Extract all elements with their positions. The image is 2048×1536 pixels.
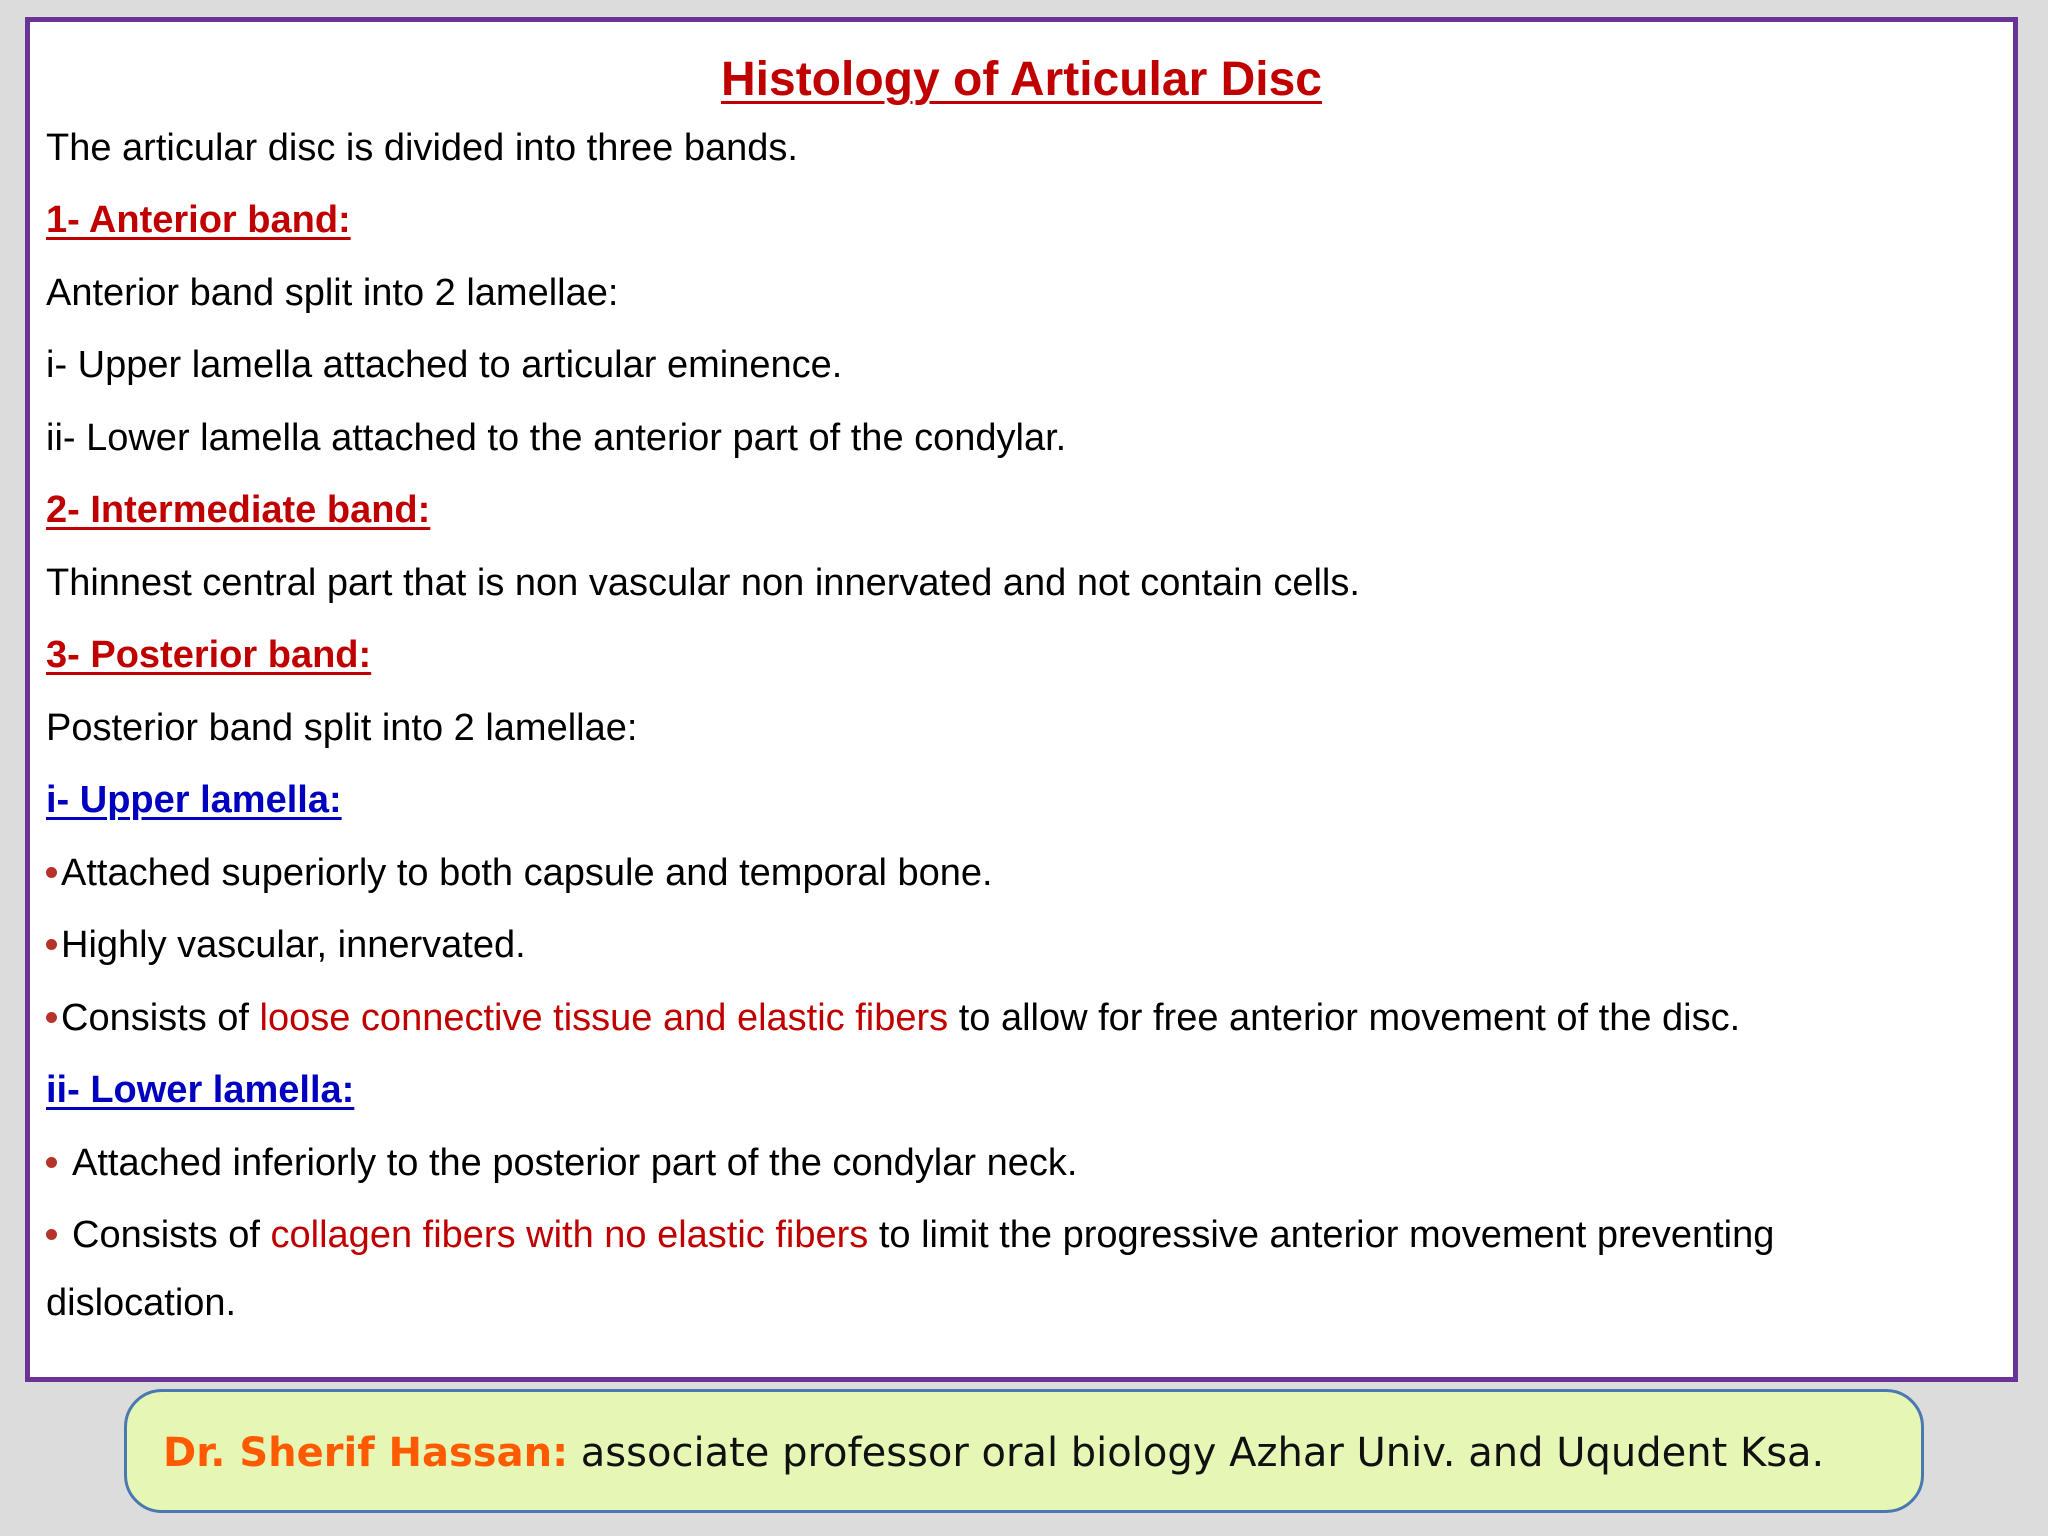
posterior-band-description: Posterior band split into 2 lamellae:: [46, 707, 638, 749]
slide-content-frame: [25, 17, 2018, 1382]
bullet-dot-icon: [46, 1157, 57, 1168]
bullet-dot-icon: [46, 1229, 57, 1240]
upper-lamella-bullet: [46, 997, 1740, 1040]
anterior-band-description: Anterior band split into 2 lamellae:: [46, 272, 619, 314]
posterior-band-heading-line: [46, 634, 371, 677]
lower-lamella-bullet-continuation: dislocation.: [46, 1282, 237, 1324]
slide-title: Histology of Articular Disc: [721, 53, 1322, 106]
upper-lamella-bullet: [46, 924, 526, 967]
bullet-dot-icon: [46, 939, 57, 950]
anterior-upper-lamella-item: i- Upper lamella attached to articular eminence.: [46, 344, 843, 386]
posterior-band-heading: 3- Posterior band:: [46, 634, 372, 676]
intermediate-band-heading-line: [46, 489, 430, 532]
intro-text: The articular disc is divided into three bands.: [46, 127, 798, 169]
bullet-text-suffix: to limit the progressive anterior movement preventing: [868, 1214, 1775, 1256]
intermediate-band-heading: 2- Intermediate band:: [46, 489, 431, 531]
upper-lamella-bullet-text: Highly vascular, innervated.: [61, 924, 526, 966]
anterior-lower-lamella-item: ii- Lower lamella attached to the anterior part of the condylar.: [46, 417, 1067, 459]
bullet-dot-icon: [46, 1012, 57, 1023]
highlighted-term: collagen fibers with no elastic fibers: [270, 1214, 869, 1256]
bullet-dot-icon: [46, 867, 57, 878]
lower-lamella-bullet-text: Attached inferiorly to the posterior part of the condylar neck.: [72, 1142, 1078, 1184]
upper-lamella-bullet-text: Attached superiorly to both capsule and temporal bone.: [61, 852, 993, 894]
bullet-text-suffix: to allow for free anterior movement of the disc.: [948, 997, 1741, 1039]
highlighted-term: loose connective tissue and elastic fibers: [259, 997, 949, 1039]
lower-lamella-bullet: [46, 1142, 1077, 1185]
intermediate-band-description: Thinnest central part that is non vascular non innervated and not contain cells.: [46, 562, 1360, 604]
anterior-band-heading-line: [46, 199, 351, 242]
lower-lamella-heading: ii- Lower lamella:: [46, 1069, 355, 1111]
lower-lamella-heading-line: [46, 1069, 354, 1112]
anterior-band-heading: 1- Anterior band:: [46, 199, 351, 241]
upper-lamella-heading-line: [46, 779, 342, 822]
upper-lamella-heading: i- Upper lamella:: [46, 779, 342, 821]
author-affiliation: associate professor oral biology Azhar Univ. and Uqudent Ksa.: [568, 1430, 1825, 1476]
bullet-text-prefix: Consists of: [72, 1214, 271, 1256]
author-footer-box: [124, 1389, 1924, 1513]
bullet-text-prefix: Consists of: [61, 997, 260, 1039]
author-name: Dr. Sherif Hassan:: [163, 1430, 569, 1476]
author-footer-text: [163, 1430, 1824, 1476]
lower-lamella-bullet: [46, 1214, 1774, 1257]
upper-lamella-bullet: [46, 852, 993, 895]
